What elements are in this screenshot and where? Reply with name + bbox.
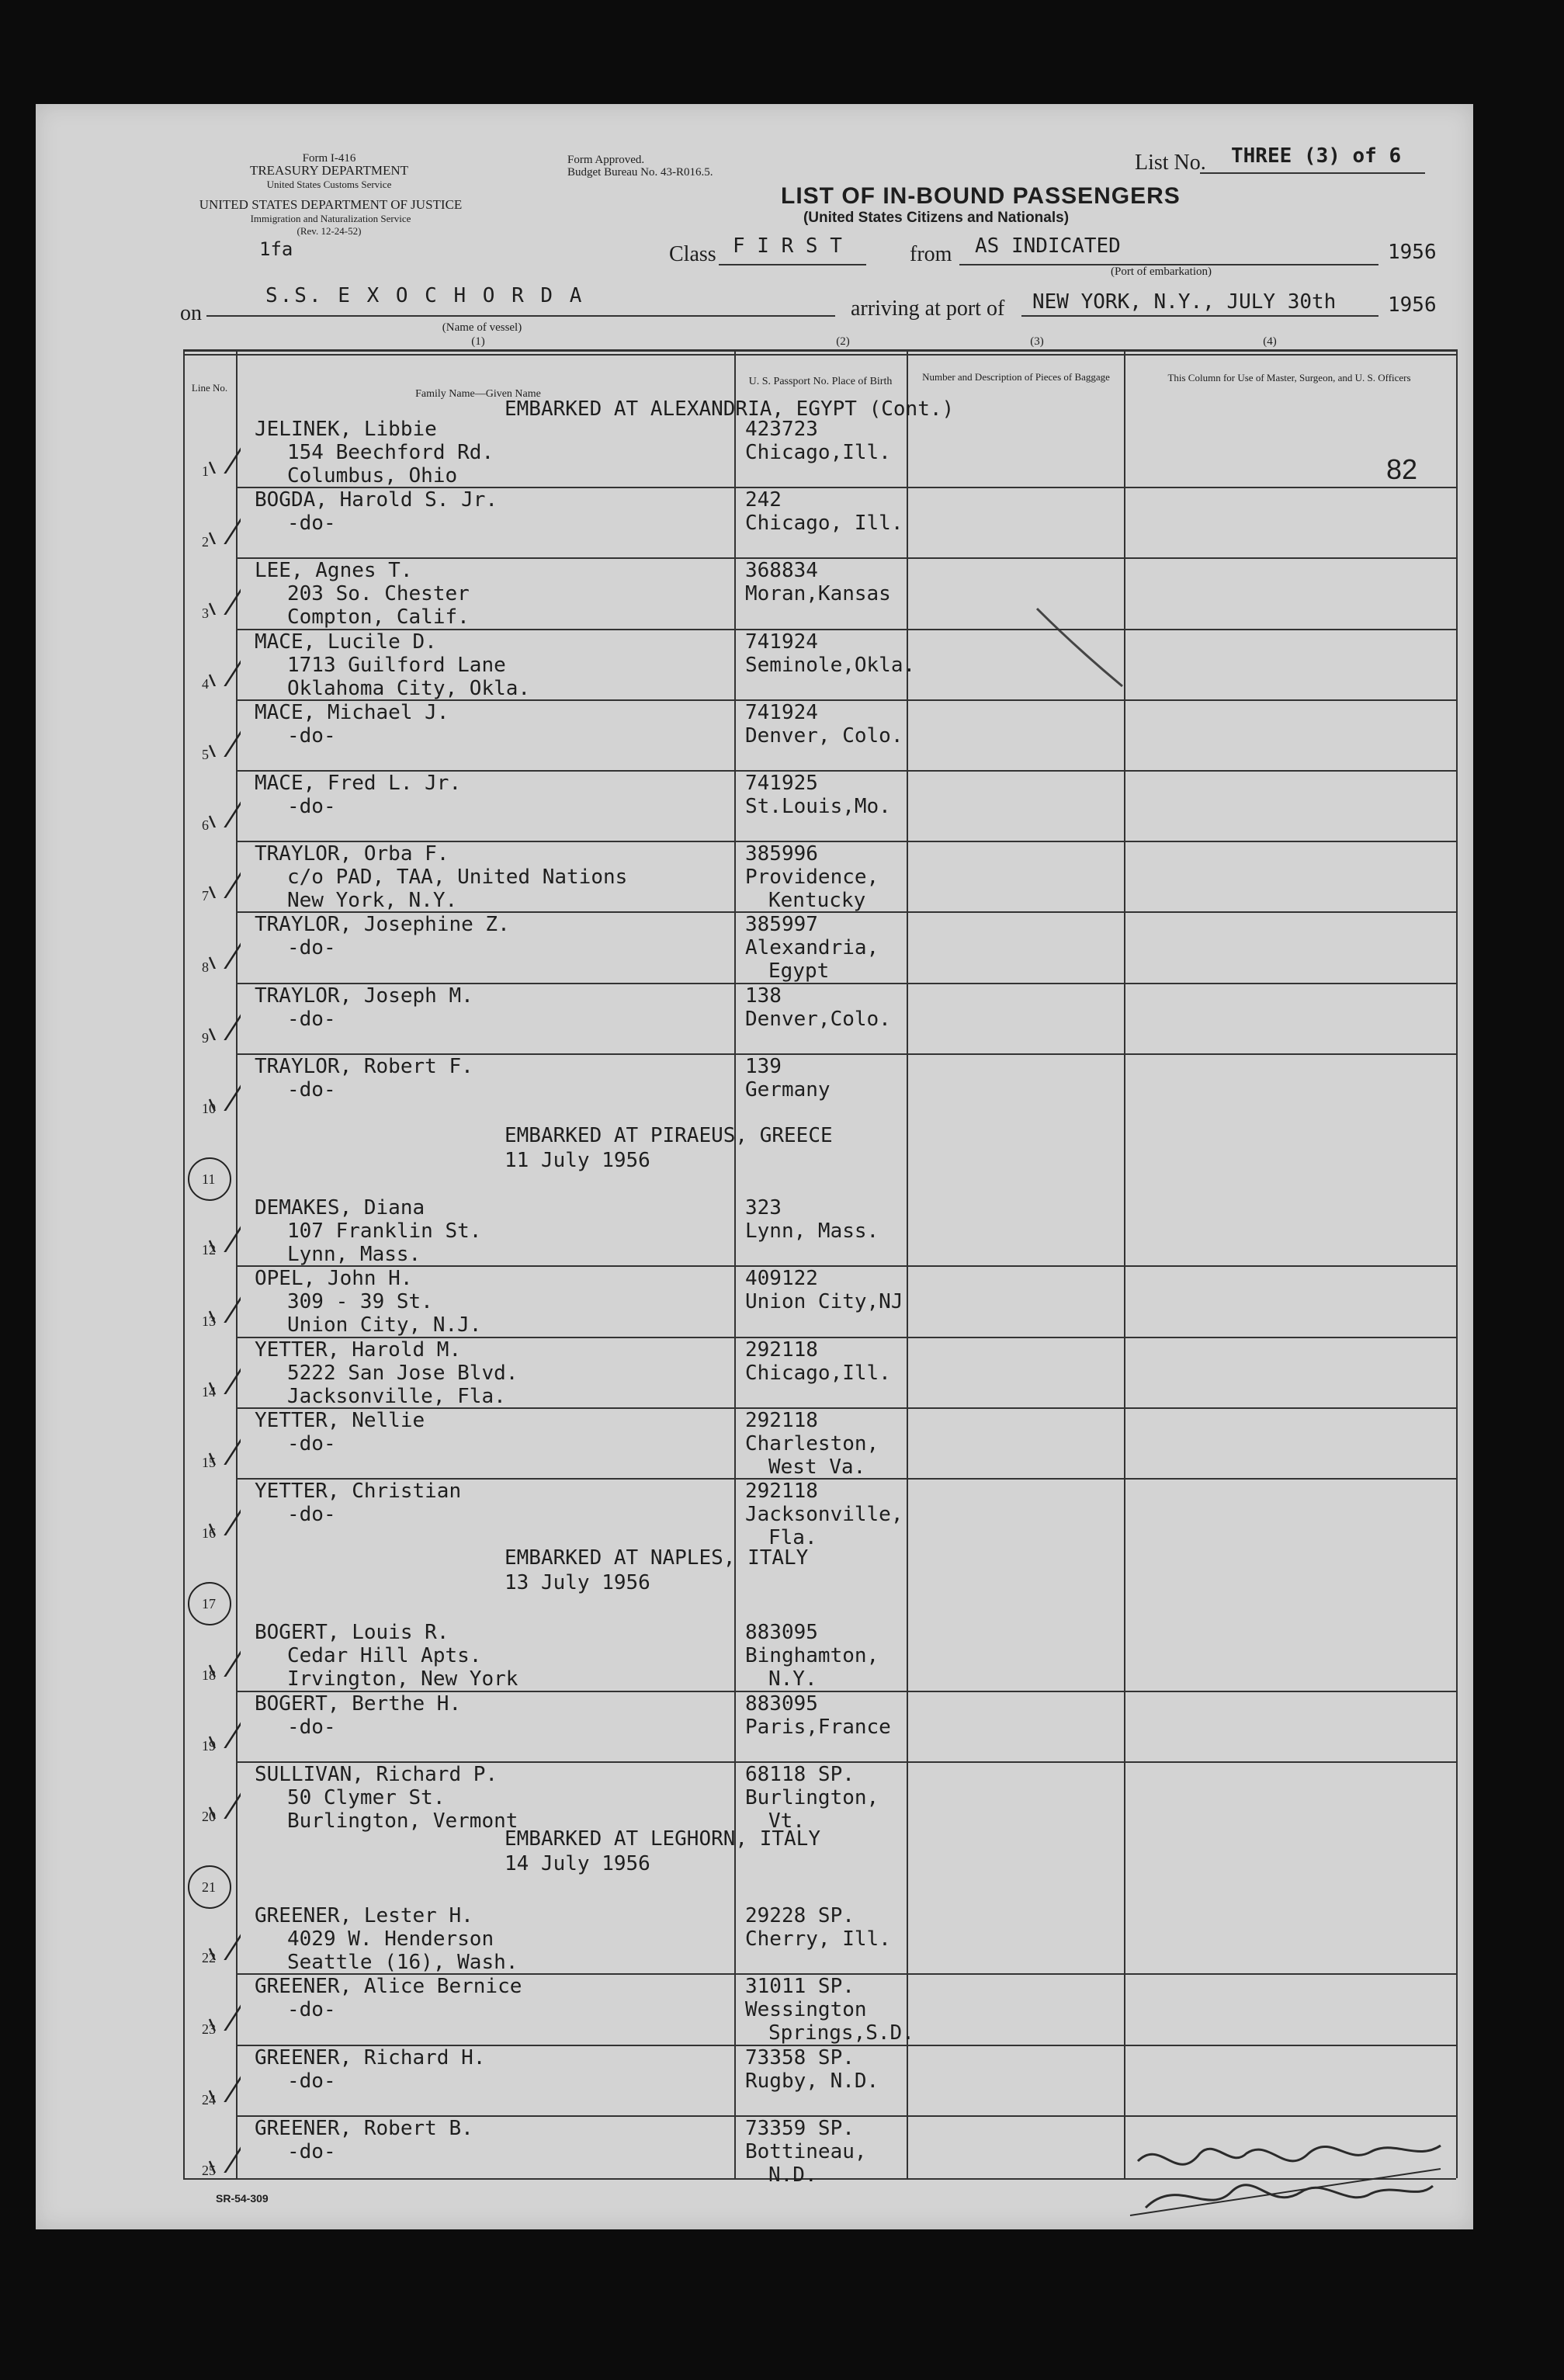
col-header-name: Family Name—Given Name: [415, 388, 541, 400]
passport-number: 385996: [745, 842, 818, 866]
passenger-address: -do-: [287, 723, 336, 748]
check-mark: [202, 922, 241, 969]
passenger-address: Union City, N.J.: [287, 1313, 482, 1337]
margin-number: 82: [1386, 453, 1418, 485]
line-number: 23: [202, 2021, 216, 2037]
passport-number: 741925: [745, 772, 818, 795]
passport-number: 68118 SP.: [745, 1762, 855, 1786]
passenger-name: BOGDA, Harold S. Jr.: [255, 488, 498, 512]
year-2: 1956: [1388, 293, 1437, 317]
passport-number: 31011 SP.: [745, 1975, 855, 1999]
place-of-birth: Rugby, N.D.: [745, 2069, 879, 2093]
passenger-address: c/o PAD, TAA, United Nations: [287, 866, 628, 890]
check-mark: [202, 781, 241, 827]
inspector-signature: [1115, 2122, 1456, 2231]
section-date-leghorn: 14 July 1956: [505, 1852, 650, 1875]
arriving-label: arriving at port of: [851, 297, 1005, 321]
check-mark: [202, 640, 241, 686]
line-number: 4: [202, 675, 209, 692]
place-of-birth: Denver, Colo.: [745, 723, 903, 748]
line-number: 2: [202, 534, 209, 550]
passport-number: 73358 SP.: [745, 2045, 855, 2069]
passenger-address: -do-: [287, 2069, 336, 2093]
rev-label: (Rev. 12-24-52): [297, 225, 362, 237]
passport-number: 368834: [745, 559, 818, 583]
place-of-birth: Alexandria,: [745, 936, 879, 960]
check-mark: [202, 1348, 241, 1394]
section-header-alexandria: EMBARKED AT ALEXANDRIA, EGYPT (Cont.): [505, 397, 955, 421]
place-of-birth: Germany: [745, 1077, 831, 1102]
line-number: 5: [202, 747, 209, 762]
passenger-name: YETTER, Christian: [255, 1480, 462, 1503]
place-of-birth: Paris,France: [745, 1715, 891, 1739]
embark-note: (Port of embarkation): [1111, 265, 1212, 278]
passenger-address: -do-: [287, 2139, 336, 2163]
place-of-birth: Springs,S.D.: [768, 2021, 914, 2045]
passport-number: 323: [745, 1196, 782, 1220]
line-number: 8: [202, 959, 209, 975]
place-of-birth: Jacksonville,: [745, 1503, 903, 1526]
line-number: 7: [202, 888, 209, 904]
list-no-label: List No.: [1135, 151, 1206, 175]
check-mark: [202, 2056, 241, 2102]
passport-number: 29228 SP.: [745, 1904, 855, 1928]
line-number: 15: [202, 1455, 216, 1470]
line-number: 22: [202, 1950, 216, 1966]
pen-mark: [1029, 601, 1138, 694]
passenger-address: -do-: [287, 1077, 336, 1102]
line-number: 6: [202, 817, 209, 834]
passport-number: 409122: [745, 1267, 818, 1291]
col-header-line: Line No.: [191, 382, 228, 394]
place-of-birth: Charleston,: [745, 1431, 879, 1455]
passenger-address: Compton, Calif.: [287, 605, 470, 630]
manifest-sheet: [36, 104, 1473, 2229]
check-mark: [202, 1206, 241, 1252]
list-no-value: THREE (3) of 6: [1231, 144, 1402, 168]
passenger-name: MACE, Fred L. Jr.: [255, 772, 462, 795]
place-of-birth: Chicago, Ill.: [745, 512, 903, 536]
line-circle-mark: [188, 1157, 231, 1201]
place-of-birth: Chicago,Ill.: [745, 441, 891, 464]
place-of-birth: Burlington,: [745, 1785, 879, 1809]
passport-number: 139: [745, 1054, 782, 1078]
place-of-birth: Union City,NJ: [745, 1290, 903, 1314]
passenger-address: Cedar Hill Apts.: [287, 1644, 482, 1668]
check-mark: [202, 1489, 241, 1535]
line-number: 13: [202, 1313, 216, 1329]
passenger-address: Jacksonville, Fla.: [287, 1384, 506, 1408]
passport-number: 741924: [745, 630, 818, 654]
from-value: AS INDICATED: [975, 234, 1121, 258]
passenger-name: TRAYLOR, Josephine Z.: [255, 913, 510, 937]
passenger-address: -do-: [287, 1998, 336, 2022]
place-of-birth: Fla.: [768, 1526, 817, 1549]
passenger-name: TRAYLOR, Joseph M.: [255, 984, 473, 1008]
passenger-name: SULLIVAN, Richard P.: [255, 1762, 498, 1786]
section-header-leghorn: EMBARKED AT LEGHORN, ITALY: [505, 1827, 820, 1851]
line-circle-mark: [188, 1865, 231, 1909]
line-number: 9: [202, 1029, 209, 1046]
line-number: 19: [202, 1737, 216, 1754]
place-of-birth: Chicago,Ill.: [745, 1361, 891, 1385]
passenger-name: BOGERT, Louis R.: [255, 1621, 449, 1645]
col-header-baggage: Number and Description of Pieces of Baggage: [922, 371, 1110, 383]
place-of-birth: West Va.: [768, 1455, 866, 1479]
form-number: Form I-416: [302, 152, 356, 165]
passenger-address: -do-: [287, 795, 336, 818]
passenger-address: 4029 W. Henderson: [287, 1927, 494, 1952]
check-mark: [202, 1630, 241, 1677]
check-mark: [202, 427, 241, 474]
line-number: 21: [202, 1879, 216, 1896]
place-of-birth: Vt.: [768, 1809, 805, 1833]
passenger-address: 5222 San Jose Blvd.: [287, 1361, 518, 1385]
passenger-name: BOGERT, Berthe H.: [255, 1691, 462, 1716]
section-header-naples: EMBARKED AT NAPLES, ITALY: [505, 1546, 809, 1570]
passport-number: 138: [745, 984, 782, 1008]
check-mark: [202, 1064, 241, 1111]
passenger-name: DEMAKES, Diana: [255, 1196, 425, 1220]
passenger-name: GREENER, Robert B.: [255, 2116, 473, 2140]
form-subtitle: (United States Citizens and Nationals): [803, 210, 1070, 226]
check-mark: [202, 1772, 241, 1819]
place-of-birth: N.Y.: [768, 1667, 817, 1691]
check-mark: [202, 710, 241, 757]
code-label: 1fa: [259, 238, 293, 260]
place-of-birth: Providence,: [745, 866, 879, 890]
place-of-birth: Cherry, Ill.: [745, 1927, 891, 1952]
col-number-2: (2): [836, 335, 850, 348]
passenger-address: Lynn, Mass.: [287, 1243, 421, 1267]
passenger-address: -do-: [287, 936, 336, 960]
passenger-address: -do-: [287, 1007, 336, 1031]
check-mark: [202, 1276, 241, 1323]
passenger-name: YETTER, Harold M.: [255, 1337, 462, 1362]
place-of-birth: Moran,Kansas: [745, 582, 891, 606]
passenger-address: Oklahoma City, Okla.: [287, 676, 531, 700]
passenger-address: 203 So. Chester: [287, 582, 470, 606]
section-date-naples: 13 July 1956: [505, 1571, 650, 1594]
on-label: on: [180, 301, 202, 325]
line-number: 10: [202, 1101, 216, 1116]
passenger-address: -do-: [287, 1431, 336, 1455]
place-of-birth: Wessington: [745, 1998, 867, 2022]
passenger-name: LEE, Agnes T.: [255, 559, 413, 583]
place-of-birth: Bottineau,: [745, 2139, 867, 2163]
line-number: 3: [202, 605, 209, 621]
passenger-name: MACE, Michael J.: [255, 700, 449, 724]
passenger-address: Irvington, New York: [287, 1667, 518, 1691]
immigration-label: Immigration and Naturalization Service: [250, 213, 411, 224]
passenger-address: 309 - 39 St.: [287, 1290, 433, 1314]
passport-number: 292118: [745, 1480, 818, 1503]
check-mark: [202, 852, 241, 898]
line-number: 25: [202, 2163, 216, 2178]
passenger-name: GREENER, Lester H.: [255, 1904, 473, 1928]
line-circle-mark: [188, 1582, 231, 1625]
passenger-address: Burlington, Vermont: [287, 1809, 518, 1833]
place-of-birth: Denver,Colo.: [745, 1007, 891, 1031]
line-number: 12: [202, 1242, 216, 1258]
passport-number: 741924: [745, 700, 818, 724]
passenger-name: JELINEK, Libbie: [255, 418, 437, 441]
passenger-name: MACE, Lucile D.: [255, 630, 437, 654]
col-header-officers: This Column for Use of Master, Surgeon, and U. S. Officers: [1167, 372, 1411, 383]
row-divider: [236, 557, 1456, 559]
check-mark: [202, 498, 241, 544]
passenger-address: 1713 Guilford Lane: [287, 653, 506, 677]
col-number-1: (1): [471, 335, 485, 348]
col-header-passport: U. S. Passport No. Place of Birth: [748, 376, 893, 387]
place-of-birth: Lynn, Mass.: [745, 1219, 879, 1244]
passenger-address: -do-: [287, 512, 336, 536]
passport-number: 242: [745, 488, 782, 512]
row-divider: [236, 1265, 1456, 1267]
passport-number: 423723: [745, 418, 818, 441]
class-label: Class: [669, 242, 716, 266]
port-value: NEW YORK, N.Y., JULY 30th: [1032, 290, 1337, 314]
passenger-address: Seattle (16), Wash.: [287, 1951, 518, 1975]
passenger-name: TRAYLOR, Orba F.: [255, 842, 449, 866]
line-number: 14: [202, 1383, 216, 1400]
place-of-birth: Seminole,Okla.: [745, 653, 916, 677]
line-number: 1: [202, 463, 209, 480]
section-date-piraeus: 11 July 1956: [505, 1149, 650, 1172]
check-mark: [202, 2126, 241, 2173]
passenger-address: 107 Franklin St.: [287, 1219, 482, 1244]
passport-number: 292118: [745, 1337, 818, 1362]
from-label: from: [910, 242, 952, 266]
vessel-name: S.S. E X O C H O R D A: [265, 284, 584, 307]
passport-number: 73359 SP.: [745, 2116, 855, 2140]
check-mark: [202, 1418, 241, 1465]
place-of-birth: St.Louis,Mo.: [745, 795, 891, 818]
place-of-birth: Kentucky: [768, 889, 866, 913]
section-header-piraeus: EMBARKED AT PIRAEUS, GREECE: [505, 1124, 833, 1147]
treasury-label: TREASURY DEPARTMENT: [249, 163, 409, 178]
passenger-name: GREENER, Alice Bernice: [255, 1975, 522, 1999]
passport-number: 385997: [745, 913, 818, 937]
vessel-note: (Name of vessel): [442, 321, 522, 334]
year-1: 1956: [1388, 241, 1437, 264]
passport-number: 883095: [745, 1691, 818, 1716]
place-of-birth: N.D.: [768, 2163, 817, 2187]
col-number-3: (3): [1030, 335, 1044, 348]
justice-label: UNITED STATES DEPARTMENT OF JUSTICE: [199, 197, 463, 212]
passenger-address: 154 Beechford Rd.: [287, 441, 494, 464]
class-value: F I R S T: [733, 234, 842, 258]
check-mark: [202, 568, 241, 615]
passenger-name: OPEL, John H.: [255, 1267, 413, 1291]
passenger-address: Columbus, Ohio: [287, 464, 458, 487]
approved-label: Form Approved.: [567, 154, 645, 166]
line-number: 16: [202, 1525, 216, 1542]
footer-code: SR-54-309: [216, 2192, 269, 2205]
line-number: 18: [202, 1667, 216, 1683]
check-mark: [202, 994, 241, 1040]
customs-label: United States Customs Service: [266, 179, 392, 190]
line-number: 11: [202, 1171, 216, 1188]
check-mark: [202, 1702, 241, 1748]
passenger-name: TRAYLOR, Robert F.: [255, 1054, 473, 1078]
budget-label: Budget Bureau No. 43-R016.5.: [567, 166, 713, 179]
line-number: 17: [202, 1596, 216, 1612]
passenger-name: GREENER, Richard H.: [255, 2045, 486, 2069]
passenger-address: -do-: [287, 1503, 336, 1526]
passenger-address: 50 Clymer St.: [287, 1785, 446, 1809]
line-number: 20: [202, 1809, 216, 1824]
check-mark: [202, 1913, 241, 1960]
passport-number: 292118: [745, 1408, 818, 1432]
line-number: 24: [202, 2091, 216, 2108]
passenger-name: YETTER, Nellie: [255, 1408, 425, 1432]
col-number-4: (4): [1263, 335, 1277, 348]
place-of-birth: Egypt: [768, 959, 830, 984]
passenger-address: New York, N.Y.: [287, 889, 458, 913]
passenger-address: -do-: [287, 1715, 336, 1739]
place-of-birth: Binghamton,: [745, 1644, 879, 1668]
passport-number: 883095: [745, 1621, 818, 1645]
check-mark: [202, 1984, 241, 2031]
form-title: LIST OF IN-BOUND PASSENGERS: [781, 183, 1181, 209]
